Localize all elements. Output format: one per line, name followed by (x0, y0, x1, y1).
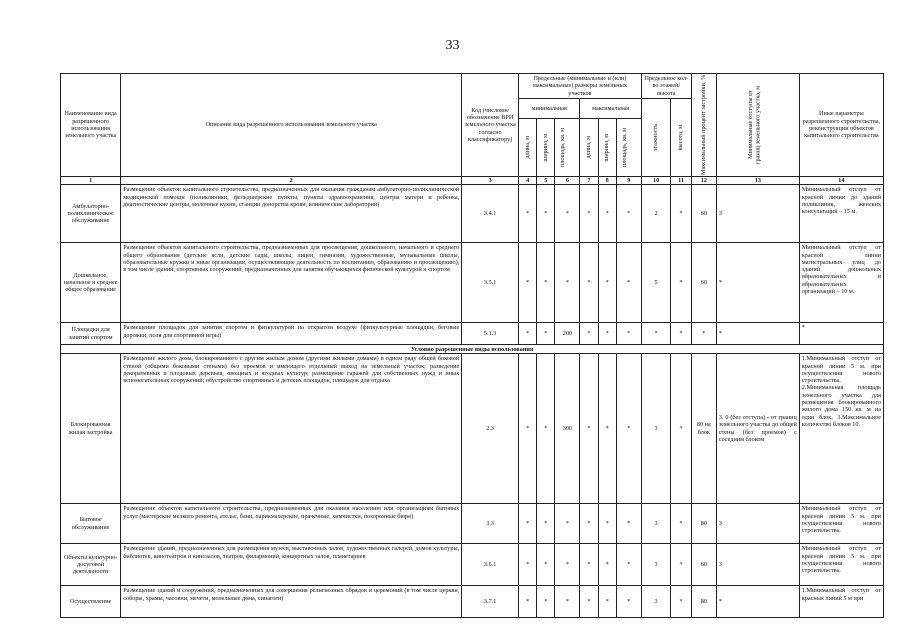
row-value: * (716, 323, 799, 345)
row-value: * (580, 185, 598, 243)
row-desc: Размещение объектов капитального строительства, предназначенных для оказания гражданам амбулаторно-поликлинической медицинской помощи (поликлиники, фельдшерские пункты, пункты здравоохранения, центры матери и ребенка, диагностические центры, молочные кухни, станции донорства крови, клинические лаборатории) (121, 185, 462, 243)
row-value: * (519, 323, 537, 345)
row-desc: Размещение объектов капитального строительства, предназначенных для просвещения, дошкольного, начального и среднего общего образования (детские ясли, детские сады, школы, лицеи, гимназии, художественные, музыкальные школы, образовательные кружки и иные организации, осуществляющие деятельность по воспитанию, образованию и просвещению), в том числе зданий, спортивных сооружений, предназначенных для занятия обучающихся физической культурой и спортом (121, 243, 462, 323)
col-num: 3 (462, 176, 519, 184)
col-num: 5 (537, 176, 555, 184)
row-value: * (555, 586, 580, 618)
row-name: Бытовое обслуживание (61, 504, 121, 544)
header-pct: Максимальный процент застройки, % (700, 75, 708, 175)
row-value: * (616, 354, 641, 504)
col-num: 14 (799, 176, 883, 184)
row-value: * (716, 586, 799, 618)
row-other: 1.Минимальный отступ от красной линии 5 м. при осуществлении нового строительства. 2.Минимальная площадь земельного участка для размещения блокированного жилого дома 150 кв. м на один блок. 3.Максимальное количество блоков 10. (799, 354, 883, 504)
col-num: 1 (61, 176, 121, 184)
row-value: * (671, 504, 691, 544)
row-value: * (580, 354, 598, 504)
row-value: 5 (641, 243, 671, 323)
row-value: 3. 0 (без отступа) - от границ земельного участка до общей стены (без проемов) с соседним блоком (716, 354, 799, 504)
page-number: 33 (445, 38, 460, 53)
row-code: 2.3 (462, 354, 519, 504)
row-value: * (519, 185, 537, 243)
row-value: * (537, 544, 555, 586)
col-num: 8 (598, 176, 616, 184)
header-name: Наименование вида разрешенного использования земельного участка (61, 74, 121, 177)
row-value: 3 (716, 504, 799, 544)
row-value: 200 (555, 323, 580, 345)
row-desc: Размещение площадок для занятия спортом и физкультурой на открытом воздухе (физкультурные площадки, беговые дорожки, поля для спортивной игры) (121, 323, 462, 345)
header-min-length: длина, м (523, 136, 531, 159)
row-value: * (671, 586, 691, 618)
row-value: * (671, 185, 691, 243)
row-desc: Размещение зданий, предназначенных для размещения музеев, выставочных залов, художественных галерей, домов культуры, библиотек, кинотеатров и кинозалов, театров, филармоний, концертных залов, планетариев (121, 544, 462, 586)
header-storeys: этажность (652, 123, 660, 152)
row-value: * (616, 504, 641, 544)
row-value: * (537, 243, 555, 323)
header-max: максимальная (580, 98, 641, 118)
row-value: * (598, 323, 616, 345)
row-value: * (691, 323, 716, 345)
row-other: * (799, 323, 883, 345)
row-value: 3 (641, 586, 671, 618)
row-name: Дошкольное, начальное и среднее общее образование (61, 243, 121, 323)
row-value: * (716, 243, 799, 323)
row-value: * (671, 243, 691, 323)
row-value: * (537, 354, 555, 504)
row-name: Амбулаторно-поликлиническое обслуживание (61, 185, 121, 243)
row-value: * (537, 185, 555, 243)
row-name: Блокированная жилая застройка (61, 354, 121, 504)
table-row (61, 504, 884, 544)
header-setback: Минимальные отступы от границ земельного участка, м (746, 85, 762, 165)
row-value: * (616, 544, 641, 586)
row-value: 80 (691, 504, 716, 544)
row-value: 60 (691, 544, 716, 586)
section-conditional-title: Условно разрешенные виды использования (61, 345, 884, 354)
header-other: Иные параметры разрешенного строительства, реконструкции объектов капитального строительства (799, 74, 883, 177)
row-value: * (555, 243, 580, 323)
row-value: * (598, 504, 616, 544)
col-num: 4 (519, 176, 537, 184)
row-value: * (537, 323, 555, 345)
header-row-1 (61, 74, 884, 99)
row-value: * (671, 323, 691, 345)
table-row (61, 354, 884, 504)
row-code: 3.3 (462, 504, 519, 544)
row-value: 3 (716, 185, 799, 243)
row-value: 60 (691, 185, 716, 243)
header-sizes: Предельные (минимальные и (или) максимальные) размеры земельных участков (519, 74, 642, 99)
section-conditional-row (61, 345, 884, 354)
row-value: 3 (641, 504, 671, 544)
col-num: 7 (580, 176, 598, 184)
row-other: 1.Минимальный отступ от красных линий 5 м при (799, 586, 883, 618)
row-value: * (555, 544, 580, 586)
row-value: * (598, 586, 616, 618)
row-name: Площадки для занятий спортом (61, 323, 121, 345)
row-code: 3.5.1 (462, 243, 519, 323)
col-num: 6 (555, 176, 580, 184)
row-value: * (598, 185, 616, 243)
row-value: * (580, 544, 598, 586)
table-row (61, 586, 884, 618)
row-value: 3 (641, 544, 671, 586)
row-code: 3.4.1 (462, 185, 519, 243)
row-name: Объекты культурно-досуговой деятельности (61, 544, 121, 586)
header-min-area: площадь, кв. м (559, 127, 567, 167)
col-num: 11 (671, 176, 691, 184)
table-row (61, 544, 884, 586)
row-value: 80 (691, 586, 716, 618)
row-code: 5.1.3 (462, 323, 519, 345)
table-row (61, 243, 884, 323)
row-value: * (598, 544, 616, 586)
column-numbers-row (61, 176, 884, 184)
col-num: 13 (716, 176, 799, 184)
header-min-width: ширина, м (542, 133, 550, 162)
row-other: Минимальный отступ от красной линии магистральных улиц до зданий дошкольных образовательных и образовательных организаций – 10 м. (799, 243, 883, 323)
header-code: Код (числовое обозначение ВРИ земельного участка согласно классификатору) (462, 74, 519, 177)
col-num: 12 (691, 176, 716, 184)
table-row (61, 185, 884, 243)
row-code: 3.6.1 (462, 544, 519, 586)
row-value: * (519, 504, 537, 544)
row-value: * (537, 504, 555, 544)
row-value: 2 (641, 185, 671, 243)
header-max-length: длина, м (585, 136, 593, 159)
row-value: * (616, 185, 641, 243)
row-value: * (616, 323, 641, 345)
row-desc: Размещение жилого дома, блокированного с другим жилым домом (другими жилыми домами) в одном ряду общей боковой стеной (общими боковыми стенами) без проемов и имеющего отдельный выход на земельный участок; разведение декоративных и плодовых деревьев, овощных и ягодных культур; размещение гаражей для собственных нужд и иных вспомогательных сооружений; обустройство спортивных и детских площадок, площадок для отдыха (121, 354, 462, 504)
col-num: 2 (121, 176, 462, 184)
row-desc: Размещение объектов капитального строительства, предназначенных для оказания населению или организациям бытовых услуг (мастерские мелкого ремонта, ателье, бани, парикмахерские, прачечные, химчистки, похоронные бюро) (121, 504, 462, 544)
row-value: * (641, 323, 671, 345)
row-value: * (671, 544, 691, 586)
row-value: * (519, 544, 537, 586)
row-value: * (555, 504, 580, 544)
row-value: 3 (641, 354, 671, 504)
row-value: 80 на блок (691, 354, 716, 504)
header-desc: Описание вида разрешенного использования земельного участка (121, 74, 462, 177)
row-other: Минимальный отступ от красной линии 5 м. при осуществлении нового строительства. (799, 504, 883, 544)
row-name: Осуществление (61, 586, 121, 618)
row-desc: Размещение зданий и сооружений, предназначенных для совершения религиозных обрядов и церемоний (в том числе церкви, соборы, храмы, часовни, мечети, молельные дома, синагоги) (121, 586, 462, 618)
row-value: * (519, 586, 537, 618)
row-value: 300 (555, 354, 580, 504)
row-value: * (616, 586, 641, 618)
row-value: * (671, 354, 691, 504)
land-use-table (60, 73, 884, 618)
row-other: Минимальный отступ от красной линии до зданий поликлиник, женских консультаций – 15 м. (799, 185, 883, 243)
row-value: 3 (716, 544, 799, 586)
header-max-area: площадь, кв. м (620, 127, 628, 167)
row-value: * (519, 354, 537, 504)
row-value: * (616, 243, 641, 323)
row-value: * (580, 243, 598, 323)
table-row (61, 323, 884, 345)
row-value: * (598, 354, 616, 504)
row-other: Минимальный отступ от красной линии 5 м. при осуществлении нового строительства. (799, 544, 883, 586)
row-value: * (580, 504, 598, 544)
row-value: * (537, 586, 555, 618)
row-value: * (519, 243, 537, 323)
row-value: 60 (691, 243, 716, 323)
col-num: 10 (641, 176, 671, 184)
header-height: высота, м (677, 124, 685, 151)
col-num: 9 (616, 176, 641, 184)
row-value: * (580, 323, 598, 345)
row-value: * (598, 243, 616, 323)
row-value: * (555, 185, 580, 243)
header-floors: Предельное кол-во этажей/высота (641, 74, 691, 99)
row-code: 3.7.1 (462, 586, 519, 618)
header-min: минимальная (519, 98, 580, 118)
row-value: * (580, 586, 598, 618)
header-max-width: ширина, м (603, 133, 611, 162)
